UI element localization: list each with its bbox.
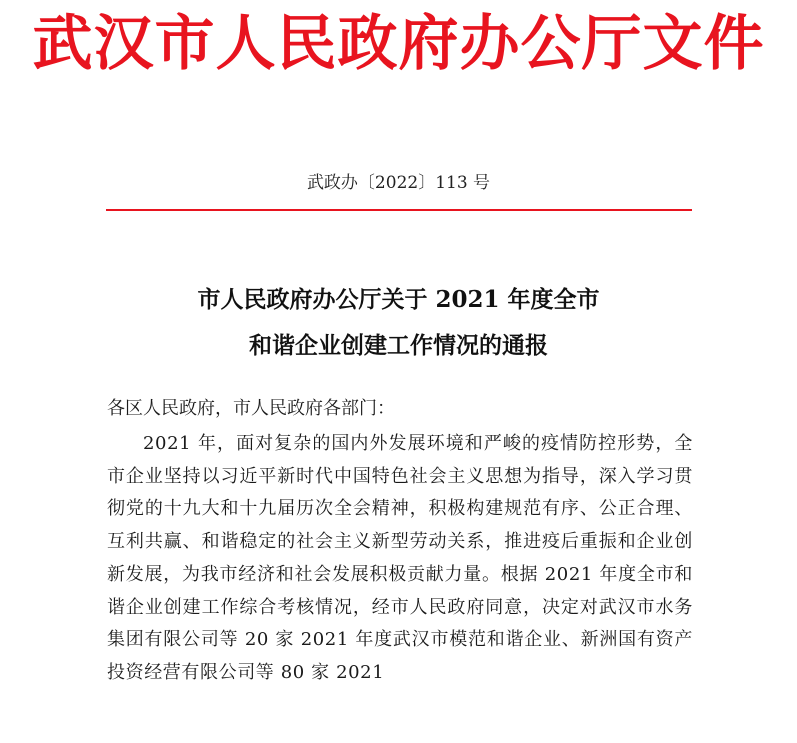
salutation: 各区人民政府，市人民政府各部门：	[107, 398, 395, 419]
document-masthead: 武汉市人民政府办公厅文件	[32, 9, 765, 79]
document-title-line-1: 市人民政府办公厅关于 2021 年度全市	[197, 286, 600, 313]
red-divider-line	[106, 209, 692, 211]
document-title-line-2: 和谐企业创建工作情况的通报	[249, 332, 548, 359]
document-number: 武政办〔2022〕113 号	[306, 173, 491, 193]
body-paragraph: 2021 年，面对复杂的国内外发展环境和严峻的疫情防控形势，全市企业坚持以习近平新时代中国特色社会主义思想为指导，深入学习贯彻党的十九大和十九届历次全会精神，积极构建规范有序、公正合理、互利共赢、和谐稳定的社会主义新型劳动关系，推进疫后重振和企业创新发展，为我市经济和社会发展积极贡献力量。根据 2021 年度全市和谐企业创建工作综合考核情况，经市人民政府同意，决定对武汉市水务集团有限公司等 20 家 2021 年度武汉市模范和谐企业、新洲国有资产投资经营有限公司等 80 家 2021	[107, 433, 693, 683]
